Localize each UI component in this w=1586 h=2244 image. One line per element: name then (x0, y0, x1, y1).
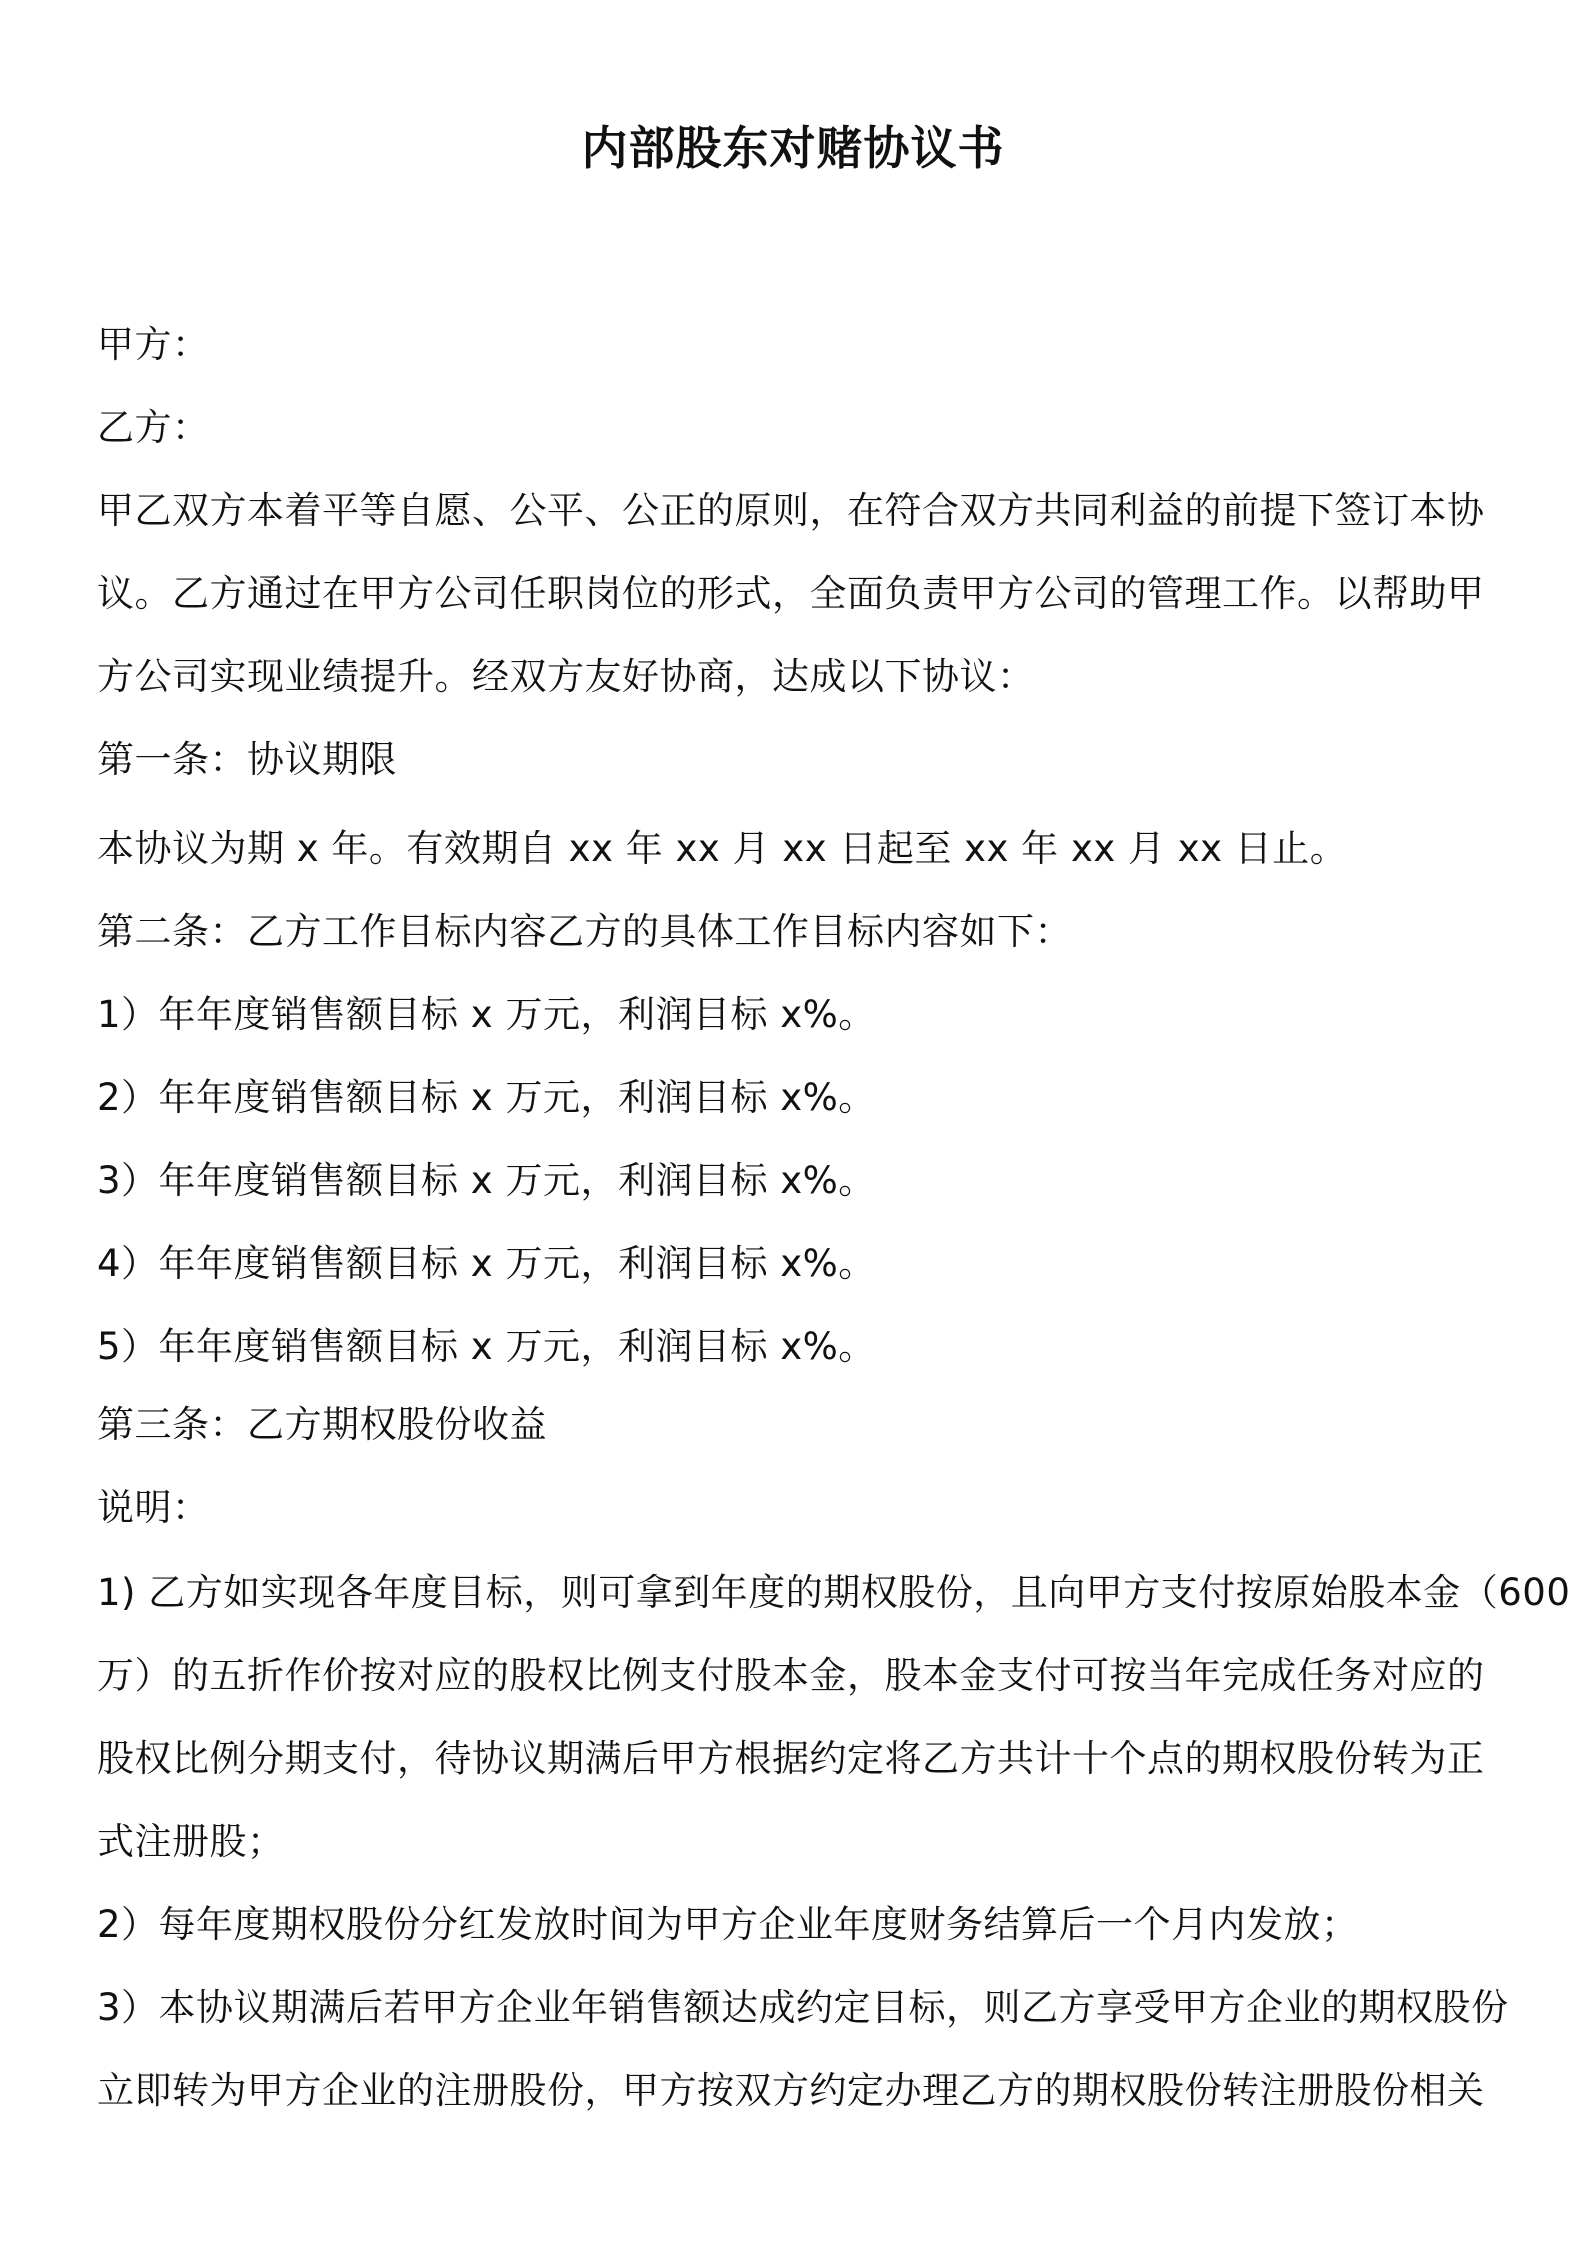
note-1-line: 式注册股； (97, 1820, 285, 1863)
article-1-heading: 第一条：协议期限 (97, 738, 397, 781)
note-3-line: 立即转为甲方企业的注册股份，甲方按双方约定办理乙方的期权股份转注册股份相关 (97, 2069, 1485, 2112)
target-item: 4）年年度销售额目标 x 万元，利润目标 x%。 (97, 1242, 876, 1285)
note-3-line: 3）本协议期满后若甲方企业年销售额达成约定目标，则乙方享受甲方企业的期权股份 (97, 1986, 1509, 2029)
target-item: 1）年年度销售额目标 x 万元，利润目标 x%。 (97, 993, 876, 1036)
note-label: 说明： (97, 1486, 210, 1529)
note-1-line: 股权比例分期支付，待协议期满后甲方根据约定将乙方共计十个点的期权股份转为正 (97, 1737, 1485, 1780)
article-1-text: 本协议为期 x 年。有效期自 xx 年 xx 月 xx 日起至 xx 年 xx 月 xx 日止。 (97, 827, 1348, 870)
note-2: 2）每年度期权股份分红发放时间为甲方企业年度财务结算后一个月内发放； (97, 1903, 1359, 1946)
note-1-line: 1) 乙方如实现各年度目标，则可拿到年度的期权股份，且向甲方支付按原始股本金（600 (97, 1571, 1571, 1614)
party-a-label: 甲方： (97, 323, 210, 366)
target-item: 3）年年度销售额目标 x 万元，利润目标 x%。 (97, 1159, 876, 1202)
target-item: 5）年年度销售额目标 x 万元，利润目标 x%。 (97, 1325, 876, 1368)
article-3-heading: 第三条：乙方期权股份收益 (97, 1403, 547, 1446)
party-b-label: 乙方： (97, 406, 210, 449)
article-2-heading: 第二条：乙方工作目标内容乙方的具体工作目标内容如下： (97, 910, 1072, 953)
intro-line: 方公司实现业绩提升。经双方友好协商，达成以下协议： (97, 655, 1035, 698)
document-title: 内部股东对赌协议书 (581, 121, 1005, 175)
intro-line: 议。乙方通过在甲方公司任职岗位的形式，全面负责甲方公司的管理工作。以帮助甲 (97, 572, 1485, 615)
note-1-line: 万）的五折作价按对应的股权比例支付股本金，股本金支付可按当年完成任务对应的 (97, 1654, 1485, 1697)
target-item: 2）年年度销售额目标 x 万元，利润目标 x%。 (97, 1076, 876, 1119)
intro-line: 甲乙双方本着平等自愿、公平、公正的原则，在符合双方共同利益的前提下签订本协 (97, 489, 1485, 532)
